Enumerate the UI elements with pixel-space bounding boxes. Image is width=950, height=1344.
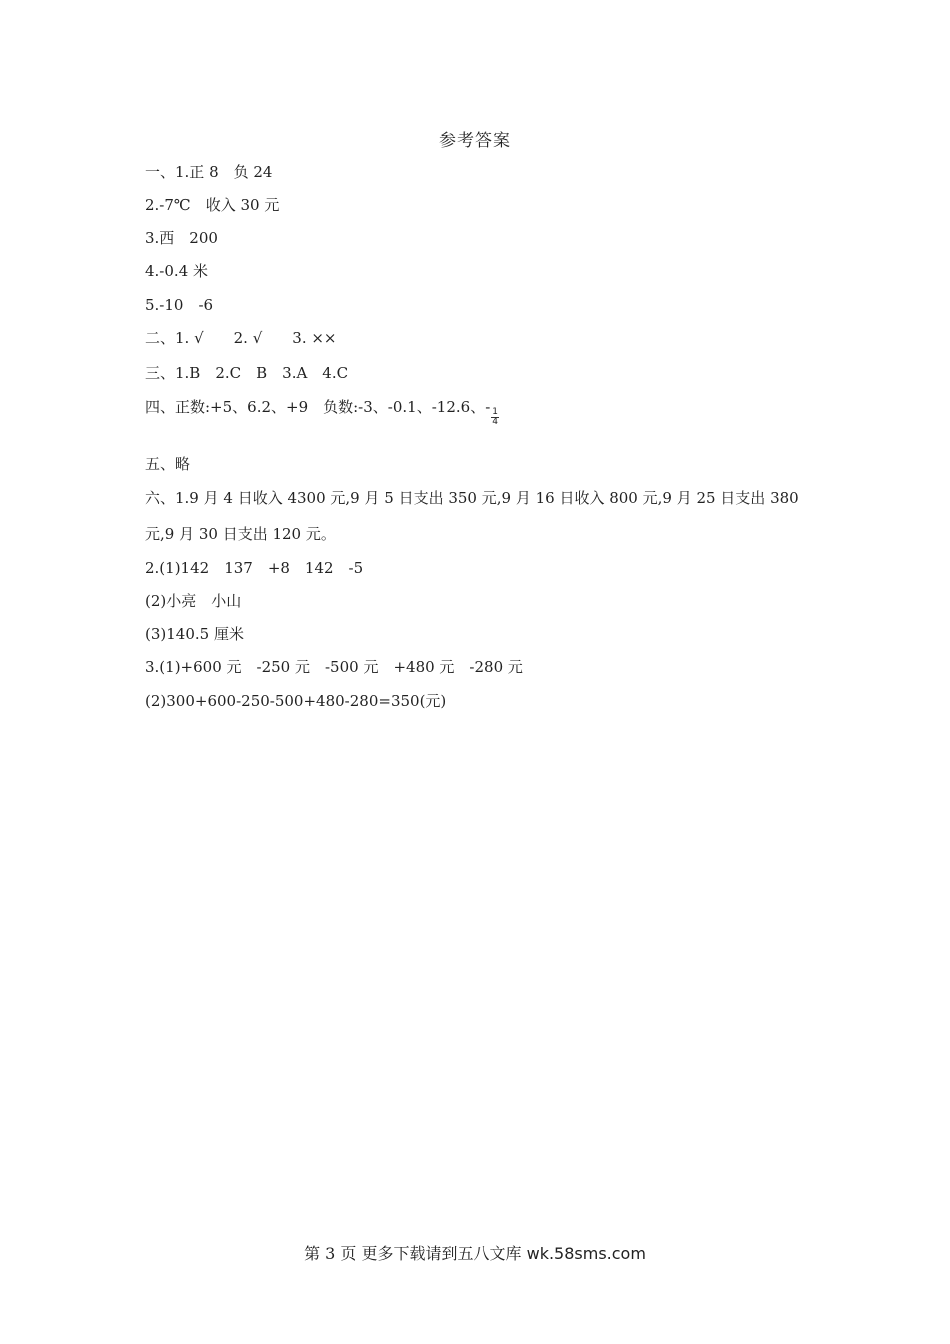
answer-line: (2)小亮 小山 [145, 592, 242, 610]
answer-line-with-fraction [145, 397, 499, 427]
fraction [491, 408, 499, 427]
page-footer [0, 1241, 950, 1264]
answer-line: 元,9 月 30 日支出 120 元。 [145, 525, 336, 543]
answer-line: 六、1.9 月 4 日收入 4300 元,9 月 5 日支出 350 元,9 月 16 日收入 800 元,9 月 25 日支出 380 [145, 489, 799, 507]
answer-line: 一、1.正 8 负 24 [145, 163, 273, 181]
answer-line: 二、1. √ 2. √ 3. ×× [145, 329, 337, 347]
answer-line: 5.-10 -6 [145, 296, 214, 314]
answer-line: 2.-7℃ 收入 30 元 [145, 196, 280, 214]
answer-line: 4.-0.4 米 [145, 262, 209, 280]
answer-line: 五、略 [145, 455, 191, 473]
fraction-numerator: 1 [492, 407, 498, 417]
answer-line: 3.(1)+600 元 -250 元 -500 元 +480 元 -280 元 [145, 658, 523, 676]
answer-line: (3)140.5 厘米 [145, 625, 244, 643]
page-title: 参考答案 [439, 131, 511, 151]
answer-line: 3.西 200 [145, 229, 218, 247]
answer-line: 三、1.B 2.C B 3.A 4.C [145, 364, 349, 382]
answer-line: (2)300+600-250-500+480-280=350(元) [145, 692, 447, 710]
footer-text: 第 3 页 更多下载请到五八文库 [304, 1244, 527, 1263]
answer-line: 2.(1)142 137 +8 142 -5 [145, 559, 364, 577]
fraction-denominator: 4 [492, 417, 498, 427]
answer-line-text: 四、正数:+5、6.2、+9 负数:-3、-0.1、-12.6、- [145, 398, 491, 416]
footer-link[interactable]: wk.58sms.com [526, 1244, 646, 1263]
